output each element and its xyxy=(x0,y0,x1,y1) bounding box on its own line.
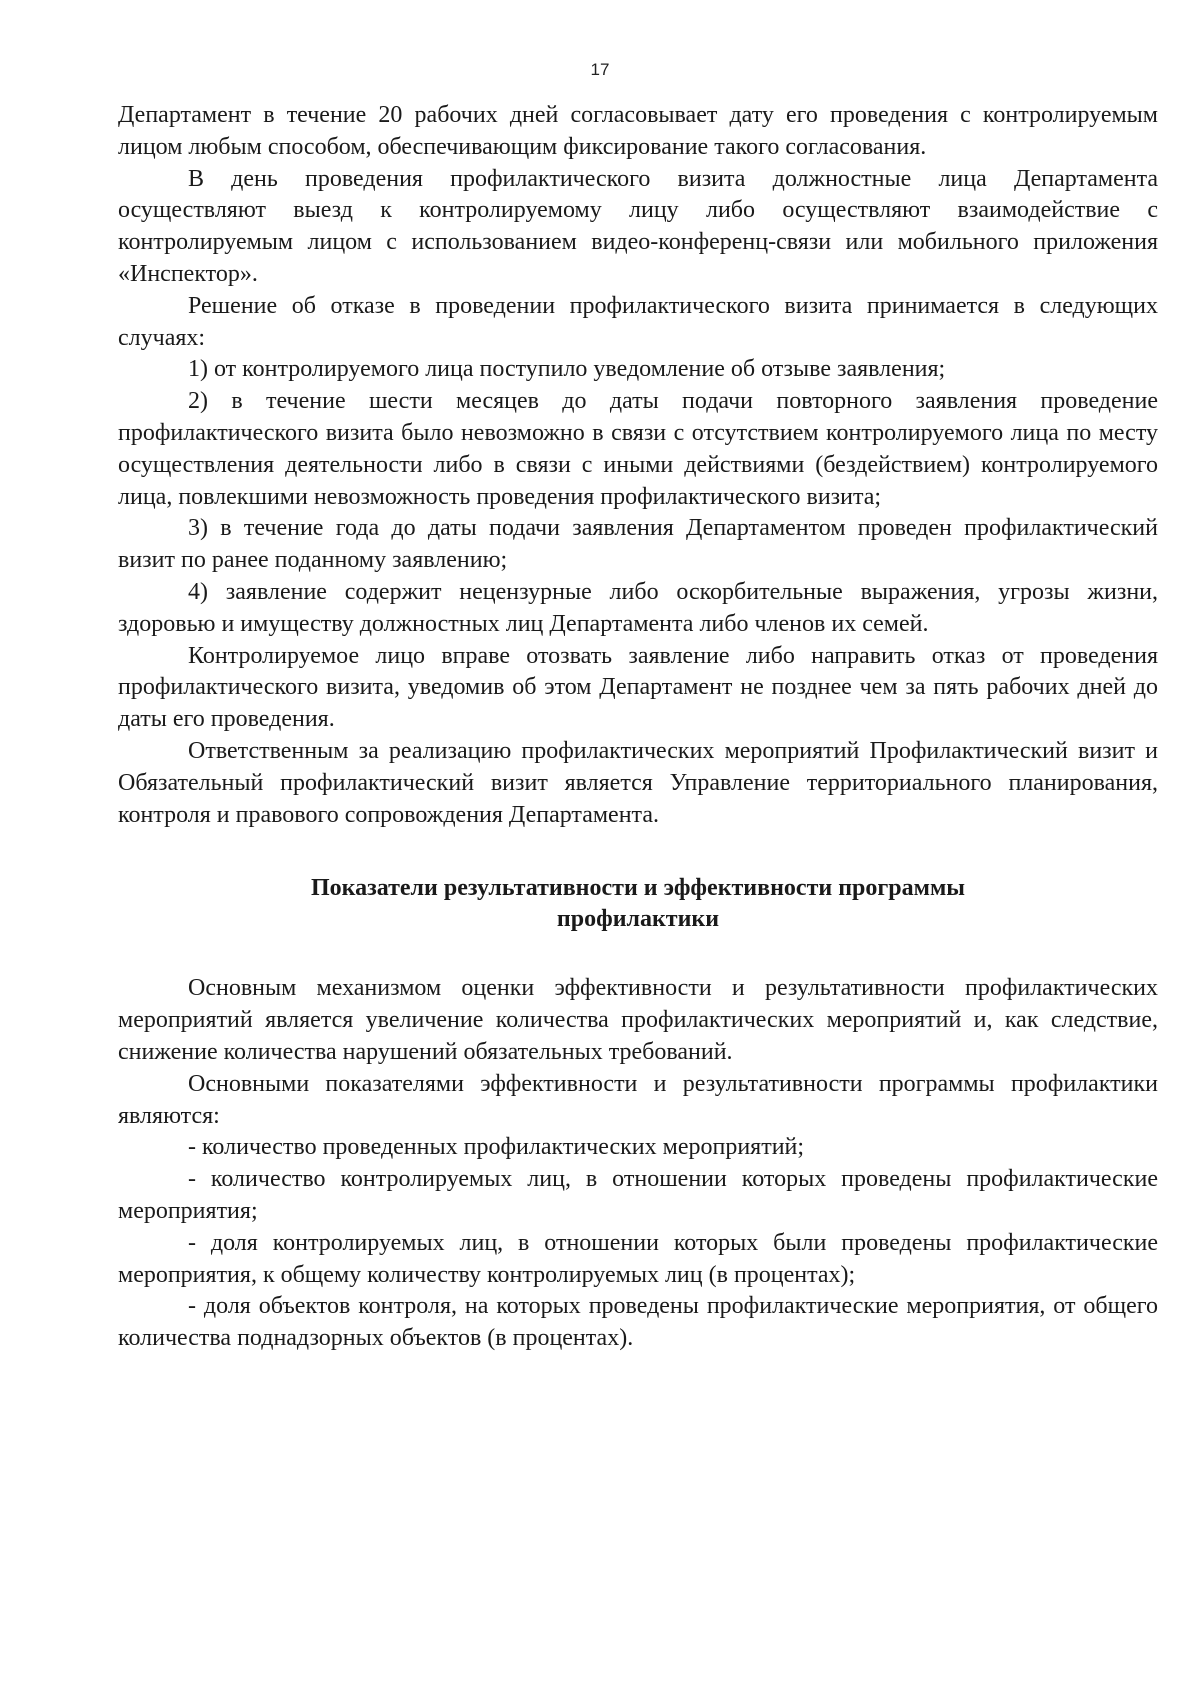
page-number: 17 xyxy=(590,60,610,79)
list-item-refusal-1: 1) от контролируемого лица поступило уведомление об отзыве заявления; xyxy=(188,356,946,383)
list-item-indicator-1: - количество проведенных профилактических мероприятий; xyxy=(188,1134,805,1161)
paragraph-refusal-intro: Решение об отказе в проведении профилактического визита принимается в следующих случаях: xyxy=(118,292,1158,351)
document-body xyxy=(118,100,1158,1355)
list-item-indicator-2: - количество контролируемых лиц, в отношении которых проведены профилактические мероприятия; xyxy=(118,1166,1158,1224)
list-item-refusal-3: 3) в течение года до даты подачи заявления Департаментом проведен профилактический визит по ранее поданному заявлению; xyxy=(118,515,1158,574)
list-item-indicator-3: - доля контролируемых лиц, в отношении которых были проведены профилактические мероприятия, к общему количеству контролируемых лиц (в процентах); xyxy=(118,1229,1158,1288)
paragraph-withdrawal: Контролируемое лицо вправе отозвать заявление либо направить отказ от проведения профилактического визита, уведомив об этом Департамент не позднее чем за пять рабочих дней до даты его проведения. xyxy=(118,642,1158,733)
section-heading-line-2: профилактики xyxy=(556,906,720,933)
paragraph-indicators-intro: Основными показателями эффективности и результативности программы профилактики являются: xyxy=(118,1070,1158,1129)
paragraph-mechanism: Основным механизмом оценки эффективности и результативности профилактических мероприятий является увеличение количества профилактических мероприятий и, как следствие, снижение количества нарушений обязательных требований. xyxy=(118,975,1158,1065)
list-item-refusal-2: 2) в течение шести месяцев до даты подачи повторного заявления проведение профилактического визита было невозможно в связи с отсутствием контролируемого лица по месту осуществления деятельности либо в связи с иными действиями (бездействием) контролируемого лица, повлекшими невозможность проведения профилактического визита; xyxy=(118,388,1158,510)
section-heading-line-1: Показатели результативности и эффективности программы xyxy=(310,875,966,902)
list-item-refusal-4: 4) заявление содержит нецензурные либо оскорбительные выражения, угрозы жизни, здоровью и имуществу должностных лиц Департамента либо членов их семей. xyxy=(118,578,1158,637)
section-heading xyxy=(118,873,1158,935)
paragraph-visit-day: В день проведения профилактического визита должностные лица Департамента осуществляют выезд к контролируемому лицу либо осуществляют взаимодействие с контролируемым лицом с использованием видео-конференц-связи или мобильного приложения «Инспектор». xyxy=(118,165,1158,287)
paragraph-continuation: Департамент в течение 20 рабочих дней согласовывает дату его проведения с контролируемым лицом любым способом, обеспечивающим фиксирование такого согласования. xyxy=(118,102,1158,160)
paragraph-responsible: Ответственным за реализацию профилактических мероприятий Профилактический визит и Обязательный профилактический визит является Управление территориального планирования, контроля и правового сопровождения Департамента. xyxy=(118,737,1158,828)
list-item-indicator-4: - доля объектов контроля, на которых проведены профилактические мероприятия, от общего количества поднадзорных объектов (в процентах). xyxy=(118,1293,1158,1352)
